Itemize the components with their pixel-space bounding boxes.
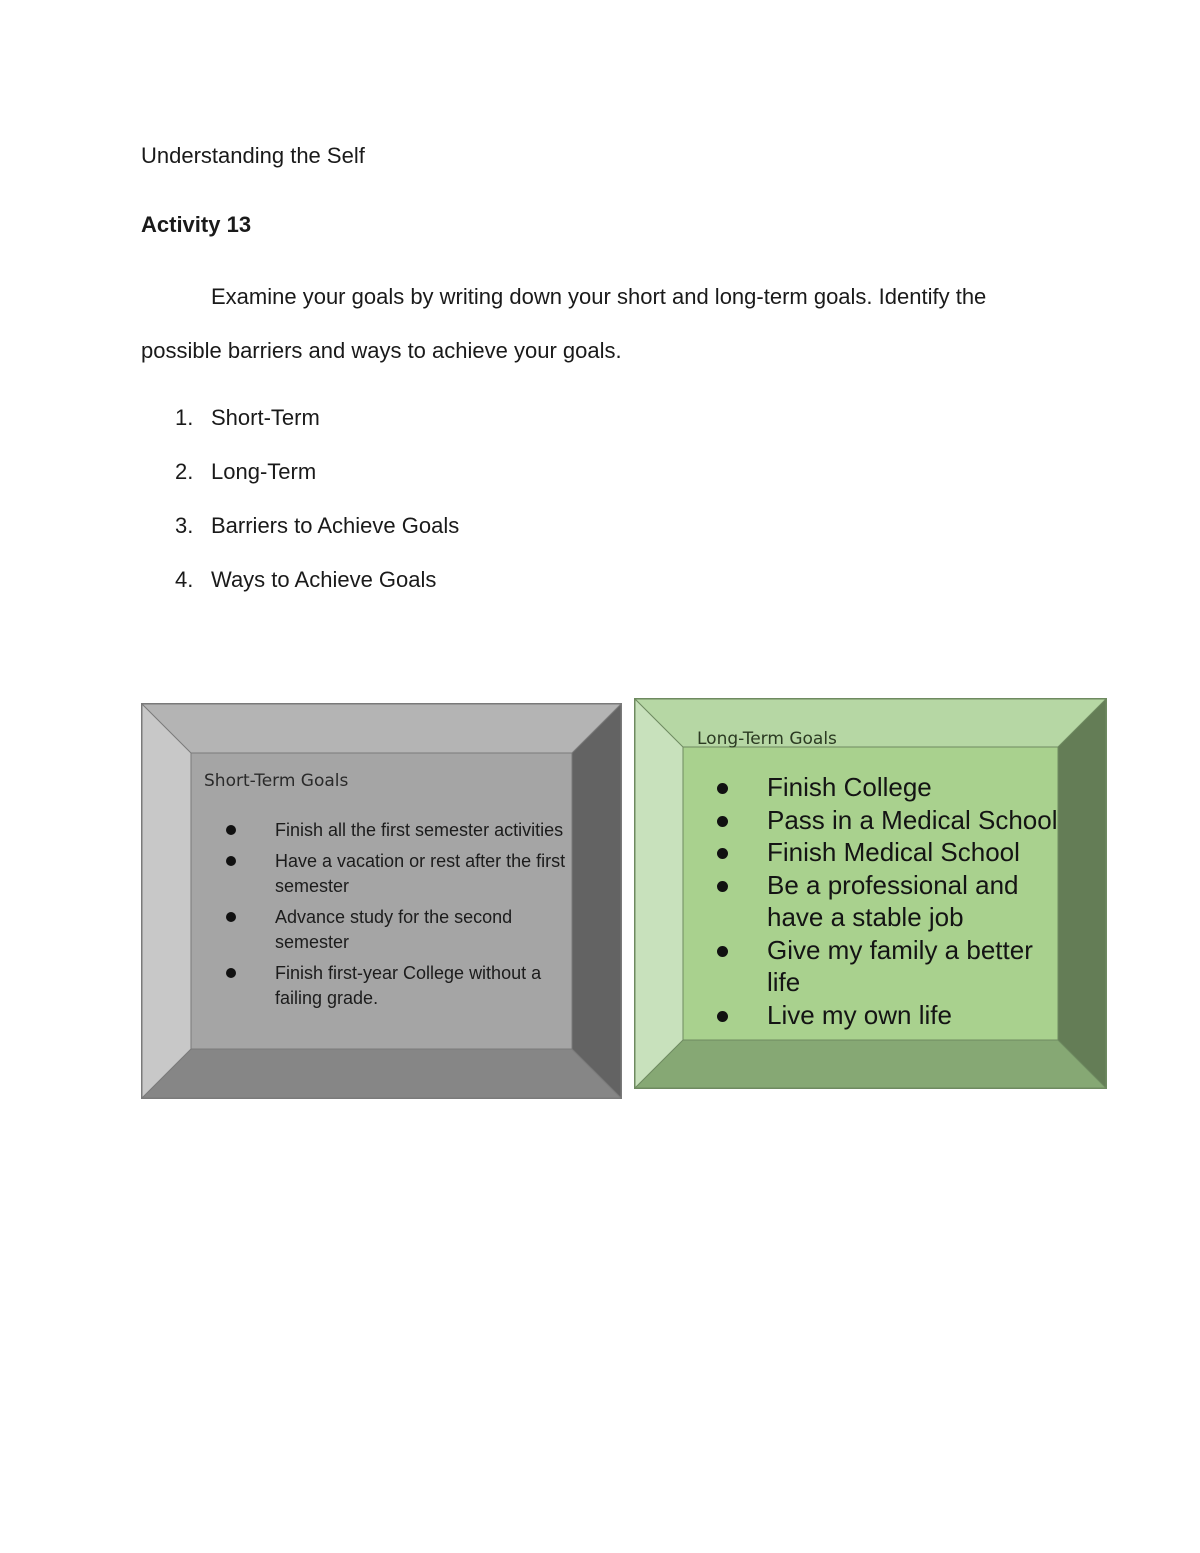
bullet-icon <box>717 848 728 859</box>
bullet-icon <box>717 783 728 794</box>
list-item: Advance study for the second semester <box>275 905 575 955</box>
list-item: Live my own life <box>767 999 1067 1032</box>
numbered-list <box>141 400 459 616</box>
list-item: 1. Short-Term <box>175 405 320 430</box>
bullet-icon <box>226 856 236 866</box>
list-item: Finish first-year College without a failing grade. <box>275 961 575 1011</box>
list-item: Give my family a better life <box>767 934 1067 999</box>
list-item: Be a professional and have a stable job <box>767 869 1067 934</box>
long-term-goals-box <box>634 698 1107 1089</box>
long-term-title: Long-Term Goals <box>697 729 837 749</box>
bullet-icon <box>717 881 728 892</box>
list-item: 4. Ways to Achieve Goals <box>175 567 437 592</box>
long-term-goals-list <box>767 771 1067 1031</box>
bullet-icon <box>226 825 236 835</box>
short-term-title: Short-Term Goals <box>204 771 349 791</box>
bullet-icon <box>717 946 728 957</box>
bullet-icon <box>717 1011 728 1022</box>
list-item: Pass in a Medical School <box>767 804 1067 837</box>
list-item: 2. Long-Term <box>175 459 317 484</box>
bullet-icon <box>226 912 236 922</box>
list-item: Finish all the first semester activities <box>275 818 575 843</box>
short-term-goals-list <box>275 818 575 1017</box>
list-item: Finish Medical School <box>767 836 1067 869</box>
activity-heading: Activity 13 <box>141 212 252 237</box>
course-title: Understanding the Self <box>141 143 365 168</box>
instructions-paragraph: Examine your goals by writing down your short and long-term goals. Identify the possible barriers and ways to achieve your goals. <box>141 284 987 363</box>
bullet-icon <box>717 816 728 827</box>
short-term-goals-box <box>141 703 622 1099</box>
list-item: Finish College <box>767 771 1067 804</box>
bullet-icon <box>226 968 236 978</box>
list-item: Have a vacation or rest after the first semester <box>275 849 575 899</box>
list-item: 3. Barriers to Achieve Goals <box>175 513 460 538</box>
